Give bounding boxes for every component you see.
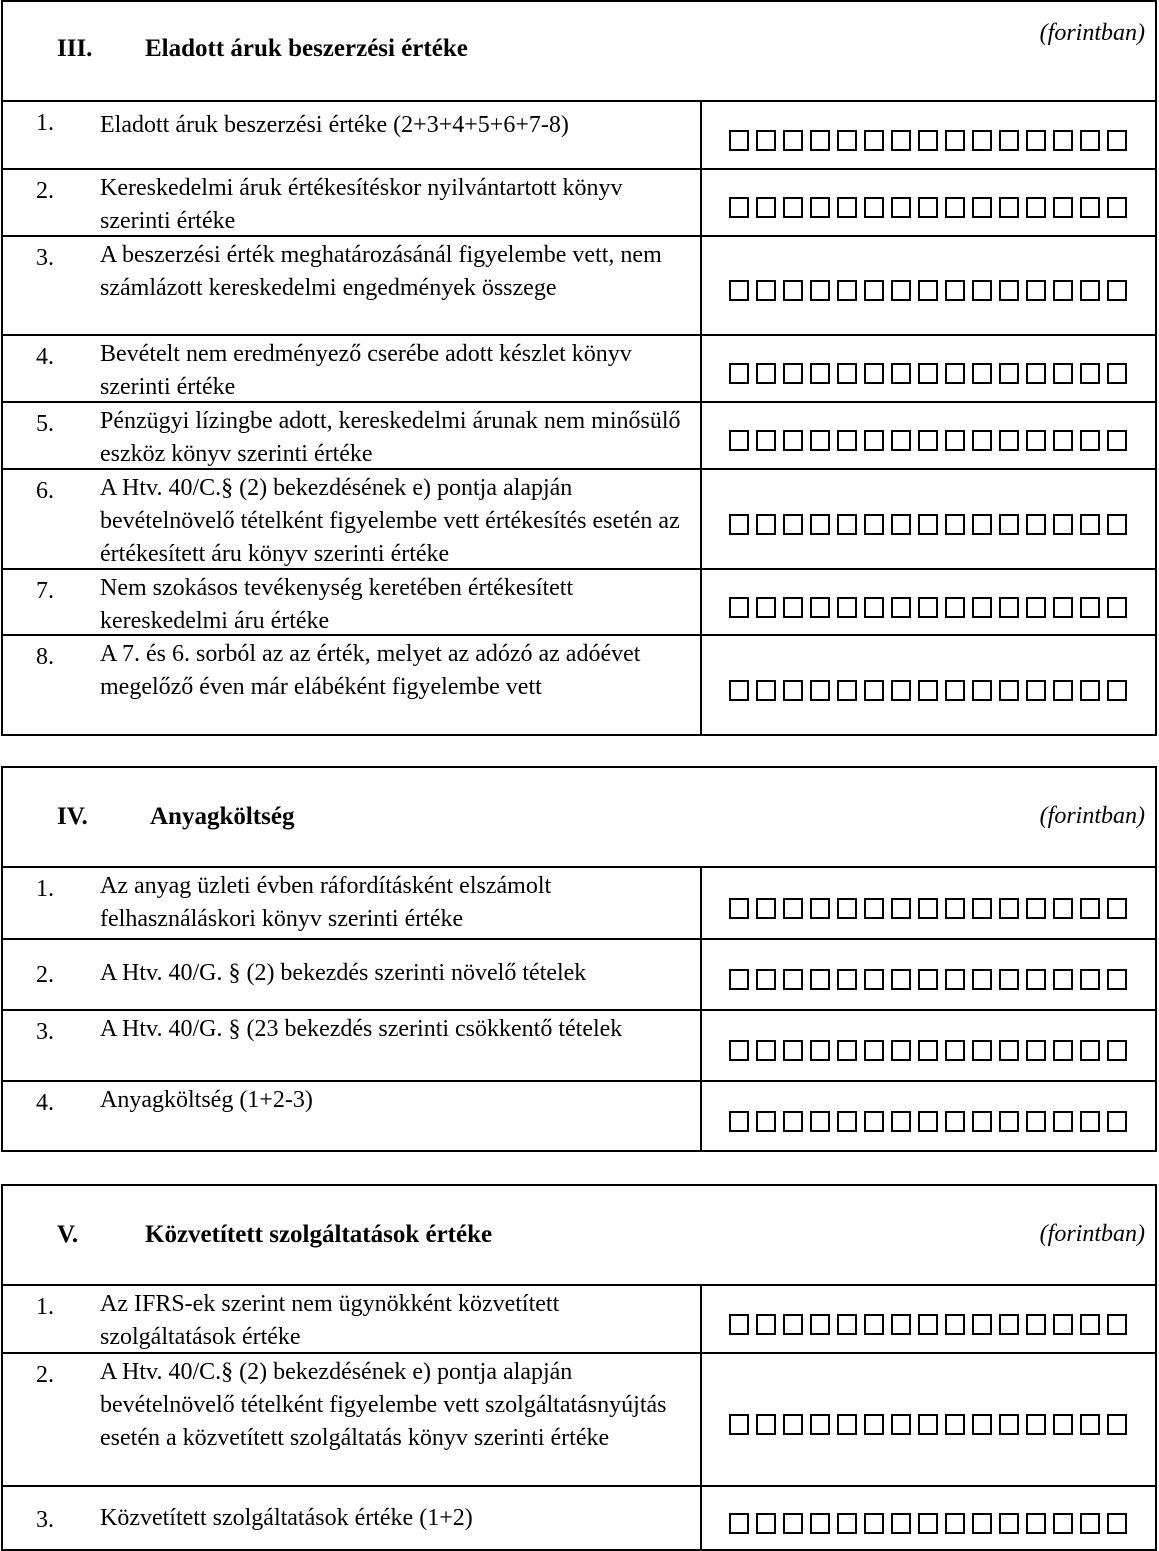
digit-boxes[interactable] bbox=[729, 514, 1134, 535]
table-row bbox=[3, 1352, 1155, 1485]
row-label: A Htv. 40/C.§ (2) bekezdésének e) pontja alapján bevételnövelő tételként figyelembe vett értékesítés esetén az értékesített áru könyv szerinti értéke bbox=[100, 475, 680, 567]
row-label: Anyagköltség (1+2-3) bbox=[100, 1087, 313, 1113]
digit-boxes[interactable] bbox=[729, 130, 1134, 151]
amount-field[interactable] bbox=[700, 470, 1155, 568]
amount-field[interactable] bbox=[700, 1286, 1155, 1352]
row-label: A Htv. 40/G. § (2) bekezdés szerinti növelő tételek bbox=[100, 960, 587, 986]
row-number: 6. bbox=[36, 478, 54, 504]
table-row bbox=[3, 1485, 1155, 1549]
table-row bbox=[3, 334, 1155, 401]
digit-boxes[interactable] bbox=[729, 969, 1134, 990]
amount-field[interactable] bbox=[700, 636, 1155, 734]
amount-field[interactable] bbox=[700, 1082, 1155, 1150]
table-row bbox=[3, 235, 1155, 334]
amount-field[interactable] bbox=[700, 1487, 1155, 1549]
table-row bbox=[3, 1009, 1155, 1080]
digit-boxes[interactable] bbox=[729, 1111, 1134, 1132]
row-number: 1. bbox=[36, 876, 54, 902]
table-row bbox=[3, 568, 1155, 634]
digit-boxes[interactable] bbox=[729, 1513, 1134, 1534]
digit-boxes[interactable] bbox=[729, 898, 1134, 919]
row-label: Kereskedelmi áruk értékesítéskor nyilvántartott könyv szerinti értéke bbox=[100, 175, 623, 234]
digit-boxes[interactable] bbox=[729, 280, 1134, 301]
amount-field[interactable] bbox=[700, 570, 1155, 634]
row-number: 3. bbox=[36, 245, 54, 271]
table-row bbox=[3, 468, 1155, 568]
row-label: Az anyag üzleti évben ráfordításként elszámolt felhasználáskori könyv szerinti értéke bbox=[100, 873, 552, 932]
amount-field[interactable] bbox=[700, 1011, 1155, 1080]
row-number: 4. bbox=[36, 1090, 54, 1116]
row-label: Eladott áruk beszerzési értéke (2+3+4+5+6+7-8) bbox=[100, 112, 569, 138]
amount-field[interactable] bbox=[700, 1354, 1155, 1485]
section-number: IV. bbox=[57, 803, 88, 830]
digit-boxes[interactable] bbox=[729, 197, 1134, 218]
section-number: III. bbox=[57, 35, 93, 62]
row-number: 5. bbox=[36, 411, 54, 437]
section-title: Anyagköltség bbox=[150, 803, 295, 830]
digit-boxes[interactable] bbox=[729, 1040, 1134, 1061]
row-number: 3. bbox=[36, 1019, 54, 1045]
amount-field[interactable] bbox=[700, 403, 1155, 468]
row-label: Bevételt nem eredményező cserébe adott készlet könyv szerinti értéke bbox=[100, 341, 632, 400]
row-number: 3. bbox=[36, 1507, 54, 1533]
table-row bbox=[3, 401, 1155, 468]
row-number: 1. bbox=[36, 1294, 54, 1320]
amount-field[interactable] bbox=[700, 170, 1155, 235]
row-number: 2. bbox=[36, 1362, 54, 1388]
row-number: 2. bbox=[36, 962, 54, 988]
table-row bbox=[3, 1080, 1155, 1150]
row-label: A beszerzési érték meghatározásánál figyelembe vett, nem számlázott kereskedelmi engedmények összege bbox=[100, 242, 662, 301]
section-iii bbox=[1, 0, 1157, 736]
section-title: Eladott áruk beszerzési értéke bbox=[145, 35, 468, 62]
table-row bbox=[3, 868, 1155, 938]
section-number: V. bbox=[57, 1221, 79, 1248]
amount-field[interactable] bbox=[700, 102, 1155, 168]
section-v bbox=[1, 1184, 1157, 1551]
amount-field[interactable] bbox=[700, 336, 1155, 401]
row-label: A 7. és 6. sorból az az érték, melyet az adózó az adóévet megelőző éven már elábéként figyelembe vett bbox=[100, 641, 641, 700]
section-iv bbox=[1, 766, 1157, 1152]
digit-boxes[interactable] bbox=[729, 1314, 1134, 1335]
row-label: Az IFRS-ek szerint nem ügynökként közvetített szolgáltatások értéke bbox=[100, 1291, 560, 1350]
row-number: 4. bbox=[36, 344, 54, 370]
row-number: 8. bbox=[36, 644, 54, 670]
row-label: Nem szokásos tevékenység keretében értékesített kereskedelmi áru értéke bbox=[100, 575, 574, 634]
section-header bbox=[3, 2, 1155, 102]
digit-boxes[interactable] bbox=[729, 680, 1134, 701]
row-label: A Htv. 40/G. § (23 bekezdés szerinti csökkentő tételek bbox=[100, 1016, 623, 1042]
section-title: Közvetített szolgáltatások értéke bbox=[145, 1221, 493, 1248]
unit-label: (forintban) bbox=[1039, 1221, 1145, 1247]
row-number: 2. bbox=[36, 178, 54, 204]
table-row bbox=[3, 938, 1155, 1009]
table-row bbox=[3, 1286, 1155, 1352]
amount-field[interactable] bbox=[700, 237, 1155, 334]
digit-boxes[interactable] bbox=[729, 597, 1134, 618]
unit-label: (forintban) bbox=[1039, 20, 1145, 46]
row-label: Közvetített szolgáltatások értéke (1+2) bbox=[100, 1505, 473, 1531]
digit-boxes[interactable] bbox=[729, 363, 1134, 384]
row-label: Pénzügyi lízingbe adott, kereskedelmi árunak nem minősülő eszköz könyv szerinti értéke bbox=[100, 408, 681, 467]
unit-label: (forintban) bbox=[1039, 803, 1145, 829]
section-header bbox=[3, 768, 1155, 868]
table-row bbox=[3, 634, 1155, 734]
row-label: A Htv. 40/C.§ (2) bekezdésének e) pontja alapján bevételnövelő tételként figyelembe vett szolgáltatásnyújtás esetén a közvetített szolgáltatás könyv szerinti értéke bbox=[100, 1359, 667, 1451]
row-number: 1. bbox=[36, 110, 54, 136]
table-row bbox=[3, 102, 1155, 168]
digit-boxes[interactable] bbox=[729, 1414, 1134, 1435]
amount-field[interactable] bbox=[700, 868, 1155, 938]
row-number: 7. bbox=[36, 578, 54, 604]
table-row bbox=[3, 168, 1155, 235]
digit-boxes[interactable] bbox=[729, 430, 1134, 451]
amount-field[interactable] bbox=[700, 940, 1155, 1009]
section-header bbox=[3, 1186, 1155, 1286]
